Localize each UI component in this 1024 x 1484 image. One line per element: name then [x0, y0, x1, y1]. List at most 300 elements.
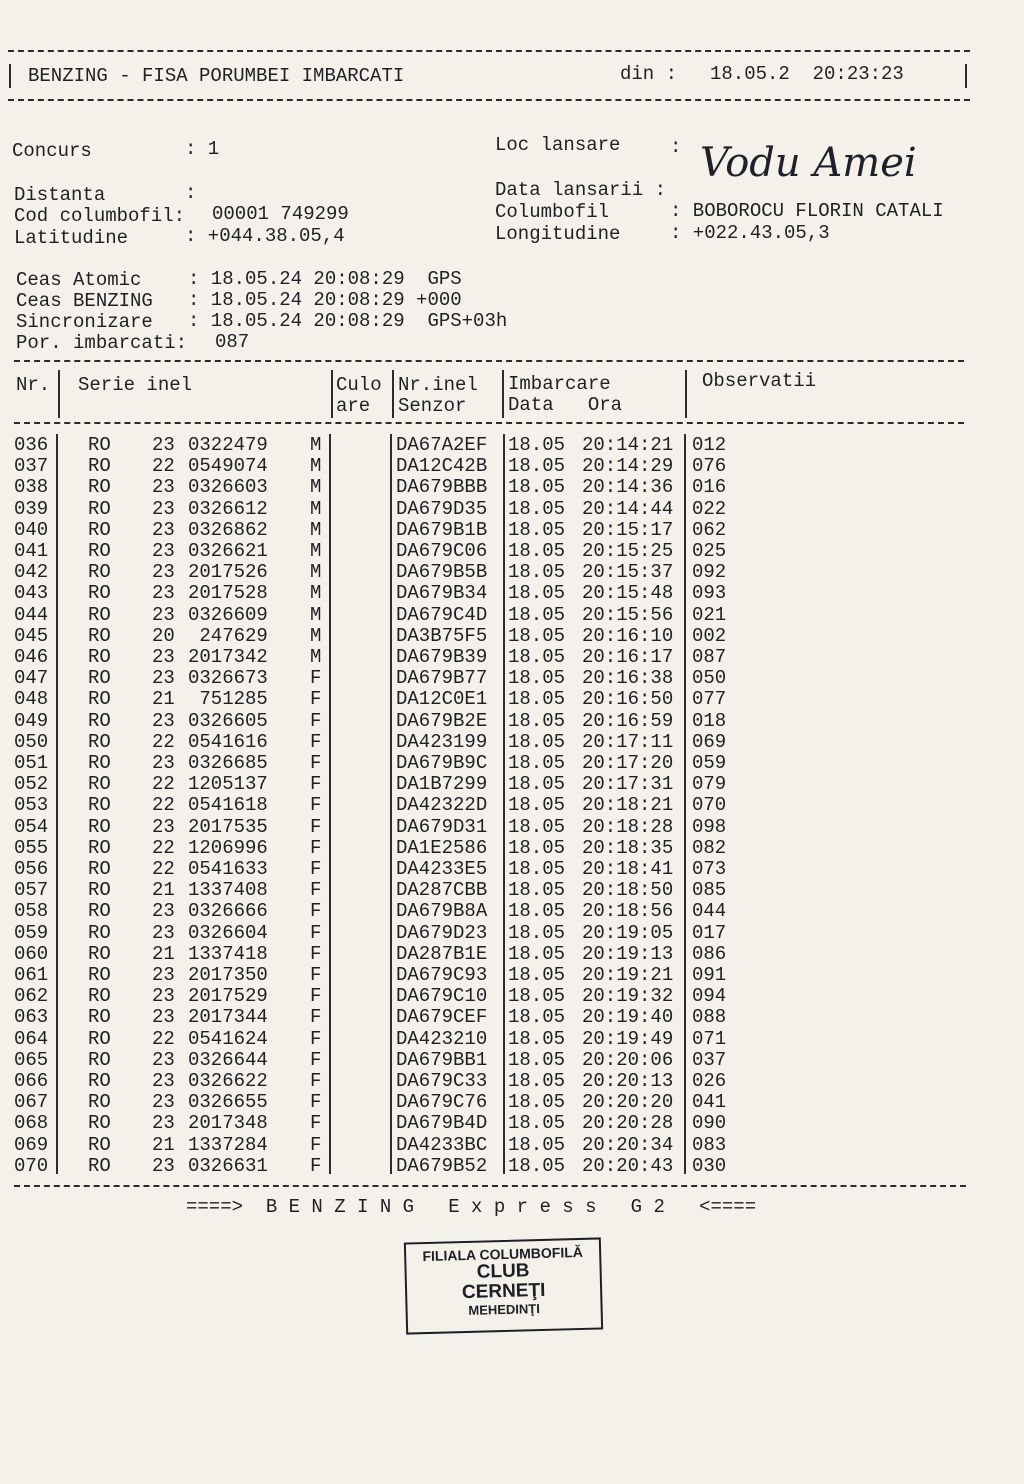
- row-date: 18.05: [508, 1027, 566, 1050]
- concurs-label: Concurs: [12, 140, 92, 162]
- row-sex: F: [310, 985, 322, 1008]
- row-sex: F: [310, 1154, 322, 1177]
- row-country: RO: [88, 667, 111, 690]
- row-year: 23: [152, 1154, 175, 1177]
- row-country: RO: [88, 497, 111, 520]
- row-sex: M: [310, 624, 322, 647]
- row-country: RO: [88, 582, 111, 605]
- row-date: 18.05: [508, 858, 566, 880]
- row-ring-number: 2017342: [188, 646, 268, 668]
- row-nr: 048: [14, 688, 49, 711]
- row-sex: M: [310, 561, 322, 584]
- row-year: 23: [152, 434, 175, 456]
- row-date: 18.05: [508, 1133, 566, 1156]
- row-time: 20:19:40: [582, 1006, 674, 1029]
- row-ring-number: 0541624: [188, 1027, 268, 1050]
- ceas-benzing-label: Ceas BENZING: [16, 290, 153, 312]
- row-nr: 065: [14, 1048, 49, 1071]
- row-nr: 062: [14, 985, 49, 1008]
- row-country: RO: [88, 540, 111, 562]
- row-time: 20:14:44: [582, 497, 674, 520]
- row-observation: 085: [692, 879, 727, 902]
- loc-lansare-label: Loc lansare: [495, 134, 621, 156]
- row-country: RO: [88, 900, 111, 923]
- row-time: 20:19:13: [582, 942, 674, 965]
- row-date: 18.05: [508, 815, 566, 838]
- row-nr: 055: [14, 836, 49, 859]
- loc-lansare-handwritten: Vodu Amei: [700, 140, 917, 186]
- row-sensor: DA42322D: [396, 794, 488, 817]
- row-sex: F: [310, 858, 322, 880]
- row-sensor: DA287CBB: [396, 879, 488, 902]
- row-sex: M: [310, 582, 322, 605]
- col-header-nrinel: Nr.inel: [398, 374, 478, 396]
- row-year: 23: [152, 1070, 175, 1092]
- row-time: 20:20:43: [582, 1154, 674, 1177]
- row-ring-number: 0326655: [188, 1091, 268, 1114]
- row-year: 22: [152, 773, 175, 796]
- row-sensor: DA4233BC: [396, 1133, 488, 1156]
- col-header-culo: Culo: [336, 374, 382, 396]
- row-time: 20:16:59: [582, 709, 674, 732]
- row-nr: 067: [14, 1091, 49, 1114]
- row-country: RO: [88, 964, 111, 986]
- row-country: RO: [88, 730, 111, 753]
- row-date: 18.05: [508, 1070, 566, 1092]
- row-country: RO: [88, 561, 111, 584]
- row-sensor: DA12C42B: [396, 455, 488, 478]
- row-date: 18.05: [508, 921, 566, 944]
- row-country: RO: [88, 646, 111, 668]
- row-nr: 057: [14, 879, 49, 902]
- row-date: 18.05: [508, 476, 566, 499]
- porumbei-imbarcati-label: Por. imbarcati:: [16, 332, 188, 354]
- row-nr: 039: [14, 497, 49, 520]
- row-country: RO: [88, 1091, 111, 1114]
- row-time: 20:20:28: [582, 1112, 674, 1135]
- row-year: 23: [152, 1112, 175, 1135]
- row-year: 23: [152, 1048, 175, 1071]
- stamp-line-3: CERNEŢI: [461, 1279, 546, 1304]
- document-title: BENZING - FISA PORUMBEI IMBARCATI: [28, 65, 405, 87]
- row-date: 18.05: [508, 1154, 566, 1177]
- row-observation: 086: [692, 942, 727, 965]
- row-year: 23: [152, 985, 175, 1008]
- row-nr: 063: [14, 1006, 49, 1029]
- row-date: 18.05: [508, 561, 566, 584]
- club-stamp: [404, 1237, 603, 1334]
- row-date: 18.05: [508, 836, 566, 859]
- row-date: 18.05: [508, 1091, 566, 1114]
- row-date: 18.05: [508, 709, 566, 732]
- row-ring-number: 0326603: [188, 476, 268, 499]
- columbofil-label: Columbofil: [495, 201, 610, 223]
- longitudine-value: : +022.43.05,3: [670, 222, 830, 244]
- row-time: 20:19:05: [582, 921, 674, 944]
- row-time: 20:14:29: [582, 455, 674, 478]
- row-sex: F: [310, 667, 322, 690]
- row-sex: M: [310, 540, 322, 562]
- row-ring-number: 0541633: [188, 858, 268, 880]
- row-ring-number: 2017529: [188, 985, 268, 1008]
- header-din-label: din :: [620, 63, 678, 85]
- row-ring-number: 2017348: [188, 1112, 268, 1135]
- row-date: 18.05: [508, 773, 566, 796]
- row-date: 18.05: [508, 434, 566, 456]
- latitudine-value: : +044.38.05,4: [185, 225, 345, 247]
- row-sex: F: [310, 921, 322, 944]
- row-nr: 040: [14, 518, 49, 541]
- row-year: 23: [152, 540, 175, 562]
- row-date: 18.05: [508, 667, 566, 690]
- row-sex: F: [310, 900, 322, 923]
- row-nr: 060: [14, 942, 49, 965]
- row-sensor: DA679B4D: [396, 1112, 488, 1135]
- row-time: 20:15:17: [582, 518, 674, 541]
- row-sex: F: [310, 964, 322, 986]
- row-date: 18.05: [508, 730, 566, 753]
- row-nr: 049: [14, 709, 49, 732]
- row-nr: 070: [14, 1154, 49, 1177]
- row-country: RO: [88, 794, 111, 817]
- row-ring-number: 0322479: [188, 434, 268, 456]
- longitudine-label: Longitudine: [495, 223, 621, 245]
- row-year: 23: [152, 518, 175, 541]
- row-time: 20:17:31: [582, 773, 674, 796]
- loc-lansare-colon: :: [670, 136, 682, 158]
- row-sex: F: [310, 688, 322, 711]
- body-sep-culo: [390, 434, 392, 1174]
- row-observation: 069: [692, 730, 727, 753]
- distanta-label: Distanta: [14, 184, 106, 206]
- row-sex: F: [310, 1006, 322, 1029]
- row-observation: 030: [692, 1154, 727, 1177]
- body-sep-nr: [56, 434, 58, 1174]
- row-observation: 025: [692, 540, 727, 562]
- row-year: 22: [152, 836, 175, 859]
- row-time: 20:16:38: [582, 667, 674, 690]
- row-year: 22: [152, 858, 175, 880]
- cod-columbofil-value: 00001 749299: [212, 203, 349, 225]
- row-time: 20:18:56: [582, 900, 674, 923]
- header-top-rule: [8, 50, 970, 52]
- row-ring-number: 2017344: [188, 1006, 268, 1029]
- stamp-line-4: MEHEDINŢI: [468, 1301, 541, 1318]
- row-observation: 041: [692, 1091, 727, 1114]
- ceas-atomic-label: Ceas Atomic: [16, 269, 142, 291]
- row-nr: 043: [14, 582, 49, 605]
- row-year: 23: [152, 1091, 175, 1114]
- row-observation: 022: [692, 497, 727, 520]
- row-year: 21: [152, 942, 175, 965]
- col-header-are: are: [336, 395, 371, 417]
- row-sensor: DA679C10: [396, 985, 488, 1008]
- row-date: 18.05: [508, 646, 566, 668]
- row-sex: F: [310, 773, 322, 796]
- row-date: 18.05: [508, 794, 566, 817]
- row-observation: 076: [692, 455, 727, 478]
- row-date: 18.05: [508, 455, 566, 478]
- data-lansarii-label: Data lansarii :: [495, 179, 667, 201]
- row-country: RO: [88, 603, 111, 626]
- row-nr: 068: [14, 1112, 49, 1135]
- row-ring-number: 1337418: [188, 942, 268, 965]
- row-ring-number: 1205137: [188, 773, 268, 796]
- row-sex: F: [310, 1048, 322, 1071]
- porumbei-imbarcati-value: 087: [215, 331, 250, 353]
- row-sex: F: [310, 730, 322, 753]
- row-ring-number: 1206996: [188, 836, 268, 859]
- row-ring-number: 1337408: [188, 879, 268, 902]
- col-header-observatii: Observatii: [702, 370, 817, 392]
- row-country: RO: [88, 688, 111, 711]
- row-country: RO: [88, 1048, 111, 1071]
- row-ring-number: 0541616: [188, 730, 268, 753]
- row-country: RO: [88, 709, 111, 732]
- ceas-benzing-value: : 18.05.24 20:08:29 +000: [188, 289, 462, 311]
- row-time: 20:16:17: [582, 646, 674, 668]
- row-nr: 036: [14, 434, 49, 456]
- row-ring-number: 0326612: [188, 497, 268, 520]
- row-nr: 037: [14, 455, 49, 478]
- col-sep-senzor: [502, 370, 504, 418]
- row-date: 18.05: [508, 900, 566, 923]
- row-nr: 066: [14, 1070, 49, 1092]
- row-sex: F: [310, 752, 322, 774]
- row-date: 18.05: [508, 518, 566, 541]
- row-observation: 050: [692, 667, 727, 690]
- row-date: 18.05: [508, 1048, 566, 1071]
- row-country: RO: [88, 773, 111, 796]
- row-year: 23: [152, 964, 175, 986]
- ceas-atomic-value: : 18.05.24 20:08:29 GPS: [188, 268, 462, 290]
- row-time: 20:20:06: [582, 1048, 674, 1071]
- row-sensor: DA4233E5: [396, 858, 488, 880]
- row-sensor: DA3B75F5: [396, 624, 488, 647]
- row-sensor: DA679D31: [396, 815, 488, 838]
- row-observation: 016: [692, 476, 727, 499]
- row-sex: F: [310, 879, 322, 902]
- row-nr: 059: [14, 921, 49, 944]
- row-ring-number: 0326631: [188, 1154, 268, 1177]
- stamp-line-1: FILIALA COLUMBOFILĂ: [422, 1243, 584, 1265]
- row-country: RO: [88, 879, 111, 902]
- row-nr: 046: [14, 646, 49, 668]
- row-nr: 064: [14, 1027, 49, 1050]
- row-year: 22: [152, 730, 175, 753]
- row-country: RO: [88, 836, 111, 859]
- row-sensor: DA679B8A: [396, 900, 488, 923]
- row-ring-number: 0326666: [188, 900, 268, 923]
- col-header-serie: Serie inel: [78, 374, 193, 396]
- row-country: RO: [88, 455, 111, 478]
- table-bottom-rule: [14, 1185, 966, 1187]
- row-sensor: DA679C76: [396, 1091, 488, 1114]
- row-year: 21: [152, 879, 175, 902]
- row-country: RO: [88, 1133, 111, 1156]
- row-sensor: DA679C4D: [396, 603, 488, 626]
- row-observation: 077: [692, 688, 727, 711]
- row-ring-number: 0326621: [188, 540, 268, 562]
- row-country: RO: [88, 624, 111, 647]
- row-observation: 098: [692, 815, 727, 838]
- row-observation: 094: [692, 985, 727, 1008]
- row-sex: F: [310, 1112, 322, 1135]
- row-sensor: DA679CEF: [396, 1006, 488, 1029]
- row-observation: 044: [692, 900, 727, 923]
- row-ring-number: 0326605: [188, 709, 268, 732]
- row-year: 23: [152, 900, 175, 923]
- row-year: 23: [152, 815, 175, 838]
- row-ring-number: 0326609: [188, 603, 268, 626]
- columbofil-value: : BOBOROCU FLORIN CATALI: [670, 200, 944, 222]
- row-date: 18.05: [508, 964, 566, 986]
- row-country: RO: [88, 1006, 111, 1029]
- row-observation: 059: [692, 752, 727, 774]
- body-sep-imbarcare: [684, 434, 686, 1174]
- row-ring-number: 0326622: [188, 1070, 268, 1092]
- row-observation: 021: [692, 603, 727, 626]
- row-nr: 042: [14, 561, 49, 584]
- row-sensor: DA423210: [396, 1027, 488, 1050]
- row-ring-number: 0326673: [188, 667, 268, 690]
- row-date: 18.05: [508, 879, 566, 902]
- row-observation: 062: [692, 518, 727, 541]
- row-year: 23: [152, 646, 175, 668]
- row-observation: 037: [692, 1048, 727, 1071]
- row-sex: F: [310, 1027, 322, 1050]
- row-time: 20:15:48: [582, 582, 674, 605]
- row-year: 23: [152, 921, 175, 944]
- row-observation: 070: [692, 794, 727, 817]
- row-time: 20:18:28: [582, 815, 674, 838]
- row-observation: 093: [692, 582, 727, 605]
- row-ring-number: 2017535: [188, 815, 268, 838]
- row-sensor: DA1B7299: [396, 773, 488, 796]
- row-sensor: DA679B34: [396, 582, 488, 605]
- row-ring-number: 2017528: [188, 582, 268, 605]
- distanta-value: :: [185, 182, 197, 204]
- row-observation: 012: [692, 434, 727, 456]
- row-year: 23: [152, 603, 175, 626]
- row-year: 22: [152, 455, 175, 478]
- row-nr: 050: [14, 730, 49, 753]
- row-sensor: DA679B1B: [396, 518, 488, 541]
- row-ring-number: 247629: [188, 624, 268, 647]
- row-sex: F: [310, 709, 322, 732]
- row-nr: 052: [14, 773, 49, 796]
- header-right-border: [965, 64, 967, 88]
- row-ring-number: 0326862: [188, 518, 268, 541]
- row-observation: 073: [692, 858, 727, 880]
- row-year: 23: [152, 1006, 175, 1029]
- row-sensor: DA679C93: [396, 964, 488, 986]
- row-observation: 017: [692, 921, 727, 944]
- row-sex: M: [310, 434, 322, 456]
- col-header-imbarcare: Imbarcare: [508, 373, 611, 395]
- col-sep-nr: [58, 370, 60, 418]
- row-sensor: DA679B9C: [396, 752, 488, 774]
- row-time: 20:16:50: [582, 688, 674, 711]
- row-sensor: DA679B52: [396, 1154, 488, 1177]
- row-country: RO: [88, 985, 111, 1008]
- row-year: 23: [152, 667, 175, 690]
- row-time: 20:20:20: [582, 1091, 674, 1114]
- row-time: 20:17:11: [582, 730, 674, 753]
- row-date: 18.05: [508, 985, 566, 1008]
- row-sensor: DA423199: [396, 730, 488, 753]
- row-sex: M: [310, 518, 322, 541]
- row-observation: 018: [692, 709, 727, 732]
- row-time: 20:18:21: [582, 794, 674, 817]
- row-country: RO: [88, 815, 111, 838]
- row-observation: 083: [692, 1133, 727, 1156]
- row-country: RO: [88, 1070, 111, 1092]
- row-sensor: DA679C33: [396, 1070, 488, 1092]
- row-sex: F: [310, 794, 322, 817]
- row-sex: M: [310, 497, 322, 520]
- row-observation: 079: [692, 773, 727, 796]
- row-sensor: DA679D23: [396, 921, 488, 944]
- body-sep-senzor: [503, 434, 505, 1174]
- row-sex: M: [310, 603, 322, 626]
- header-datetime: 18.05.2 20:23:23: [710, 63, 904, 85]
- row-sex: F: [310, 1133, 322, 1156]
- row-observation: 090: [692, 1112, 727, 1135]
- row-ring-number: 0549074: [188, 455, 268, 478]
- row-nr: 061: [14, 964, 49, 986]
- row-sex: F: [310, 1070, 322, 1092]
- row-country: RO: [88, 1154, 111, 1177]
- row-time: 20:19:49: [582, 1027, 674, 1050]
- row-nr: 038: [14, 476, 49, 499]
- row-sensor: DA679B39: [396, 646, 488, 668]
- row-sex: M: [310, 646, 322, 668]
- row-sex: F: [310, 836, 322, 859]
- row-sensor: DA679D35: [396, 497, 488, 520]
- row-ring-number: 1337284: [188, 1133, 268, 1156]
- col-header-data-ora: Data Ora: [508, 394, 623, 416]
- col-header-senzor: Senzor: [398, 395, 467, 417]
- row-nr: 045: [14, 624, 49, 647]
- row-sensor: DA679B2E: [396, 709, 488, 732]
- row-sensor: DA679C06: [396, 540, 488, 562]
- row-year: 20: [152, 624, 175, 647]
- row-observation: 091: [692, 964, 727, 986]
- row-time: 20:14:21: [582, 434, 674, 456]
- table-top-rule: [14, 360, 964, 362]
- row-nr: 051: [14, 752, 49, 774]
- row-country: RO: [88, 518, 111, 541]
- row-observation: 026: [692, 1070, 727, 1092]
- row-date: 18.05: [508, 1006, 566, 1029]
- stamp-line-2: CLUB: [476, 1260, 530, 1283]
- row-year: 22: [152, 794, 175, 817]
- header-left-border: [9, 64, 11, 88]
- row-sex: F: [310, 1091, 322, 1114]
- row-time: 20:19:21: [582, 964, 674, 986]
- row-country: RO: [88, 752, 111, 774]
- row-time: 20:15:25: [582, 540, 674, 562]
- row-sex: M: [310, 455, 322, 478]
- row-nr: 058: [14, 900, 49, 923]
- row-time: 20:15:56: [582, 603, 674, 626]
- row-sensor: DA12C0E1: [396, 688, 488, 711]
- row-date: 18.05: [508, 752, 566, 774]
- row-year: 23: [152, 582, 175, 605]
- sincronizare-label: Sincronizare: [16, 311, 153, 333]
- row-date: 18.05: [508, 688, 566, 711]
